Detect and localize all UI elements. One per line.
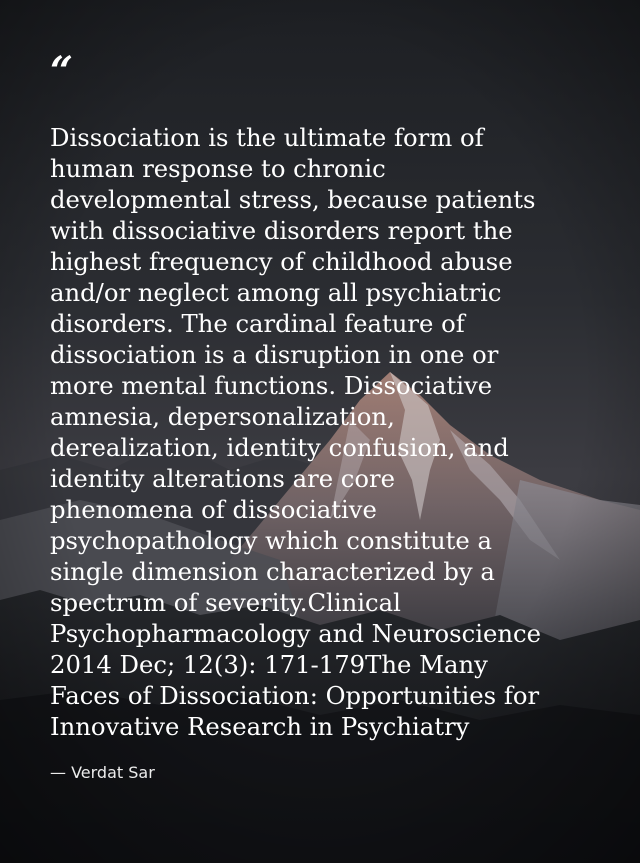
quote-mark-icon: “ (50, 48, 74, 95)
quote-author: — Verdat Sar (50, 763, 155, 782)
quote-text: Dissociation is the ultimate form of human response to chronic developmental stress, because patients with dissociative disorders report the highest frequency of childhood abuse and/or neglect among all psychiatric disorders. The cardinal feature of dissociation is a disruption in one or more mental functions. Dissociative amnesia, depersonalization, derealization, identity confusion, and identity alterations are core phenomena of dissociative psychopathology which constitute a single dimension characterized by a spectrum of severity.Clinical Psychopharmacology and Neuroscience 2014 Dec; 12(3): 171-179The Many Faces of Dissociation: Opportunities for Innovative Research in Psychiatry (50, 123, 542, 741)
